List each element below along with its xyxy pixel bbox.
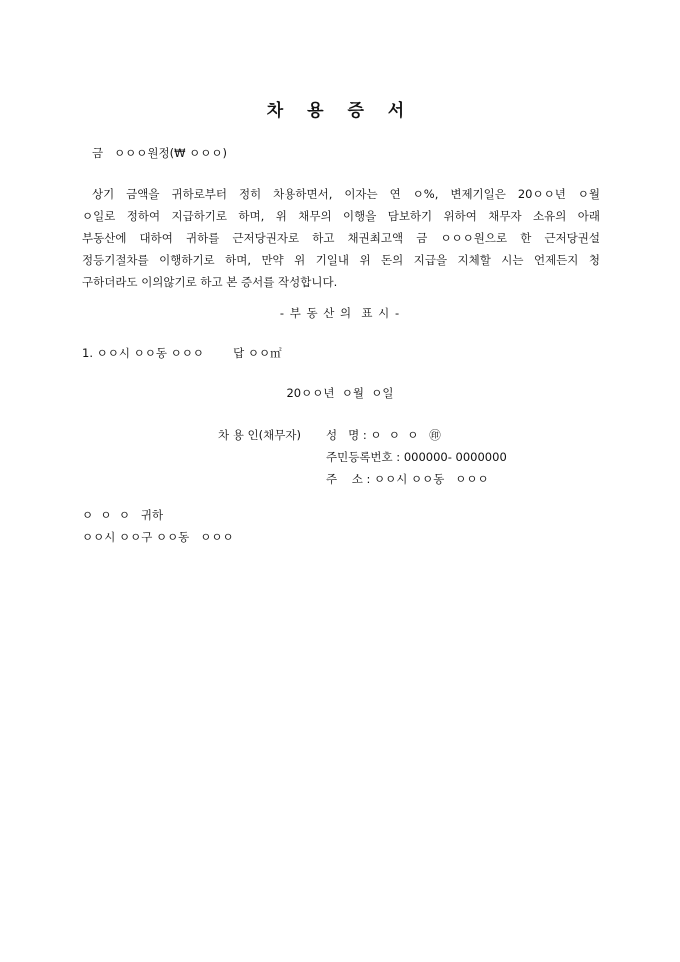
paragraph-line: 구하더라도 이의않기로 하고 본 증서를 작성합니다.	[82, 275, 338, 289]
document-title: 차 용 증 서	[266, 101, 414, 121]
paragraph-line: ㅇ일로 정하여 지급하기로 하며, 위 채무의 이행을 담보하기 위하여 채무자 소유의 아래	[82, 209, 600, 223]
property-description: 1. ㅇㅇ시 ㅇㅇ동 ㅇㅇㅇ 답 ㅇㅇ㎡	[82, 346, 282, 360]
borrower-label: 차 용 인(채무자)	[218, 428, 301, 442]
document-date: 20ㅇㅇ년 ㅇ월 ㅇ일	[286, 386, 394, 400]
borrower-name: 성 명 : ㅇ ㅇ ㅇ ㊞	[326, 428, 441, 442]
addressee-address: ㅇㅇ시 ㅇㅇ구 ㅇㅇ동 ㅇㅇㅇ	[82, 530, 234, 544]
addressee-name: ㅇ ㅇ ㅇ 귀하	[82, 508, 164, 522]
paragraph-line: 부동산에 대하여 귀하를 근저당권자로 하고 채권최고액 금 ㅇㅇㅇ원으로 한 근저당권설	[82, 231, 600, 245]
addressee-block	[82, 504, 234, 548]
paragraph-line: 상기 금액을 귀하로부터 정히 차용하면서, 이자는 연 ㅇ%, 변제기일은 20ㅇㅇ년 ㅇ월	[92, 187, 600, 201]
property-section-heading: - 부 동 산 의 표 시 -	[279, 306, 401, 320]
paragraph-line: 정등기절차를 이행하기로 하며, 만약 위 기일내 위 돈의 지급을 지체할 시는 언제든지 청	[82, 253, 600, 267]
borrower-block	[0, 424, 680, 490]
borrower-address: 주 소 : ㅇㅇ시 ㅇㅇ동 ㅇㅇㅇ	[326, 472, 489, 486]
loan-amount-line: 금 ㅇㅇㅇ원정(₩ ㅇㅇㅇ)	[92, 146, 227, 160]
borrower-id-number: 주민등록번호 : 000000- 0000000	[326, 450, 507, 464]
loan-terms-paragraph	[82, 183, 600, 293]
